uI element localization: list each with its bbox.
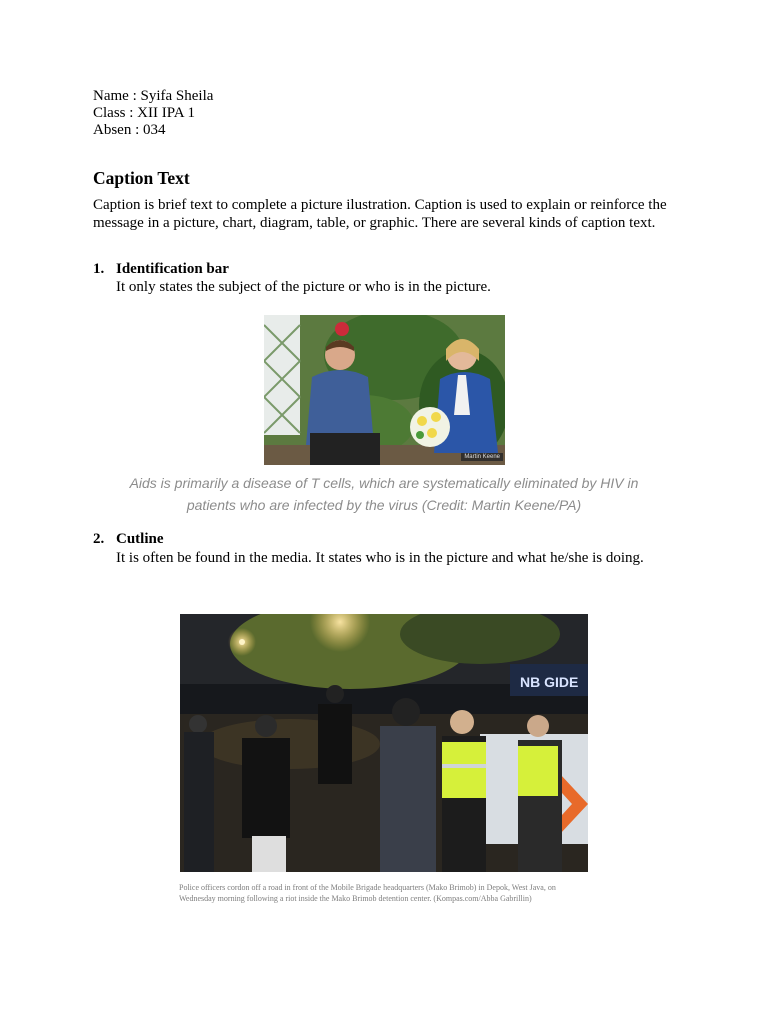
section-2-number: 2. [93,531,105,547]
section-1-title: Identification bar [116,261,229,277]
caption-line-2: patients who are infected by the virus (Credit: Martin Keene/PA) [186,497,582,513]
photo-watermark: Martin Keene [461,453,503,461]
cutline-caption: Police officers cordon off a road in front of the Mobile Brigade headquarters (Mako Brimob) in Depok, West Java, on Wednesday morning following a riot inside the Mako Brimob detention center. (Kompas.com/Abba Gabrillin) [179,883,556,903]
page-heading: Caption Text [93,168,190,188]
section-2-description: It is often be found in the media. It states who is in the picture and what he/she is doing. [116,550,644,566]
cutline-photo [180,614,588,872]
section-2-title: Cutline [116,531,164,547]
student-class: Class : XII IPA 1 [93,105,195,121]
caption-line-1: Aids is primarily a disease of T cells, which are systematically eliminated by HIV in [129,475,639,491]
section-1-number: 1. [93,261,105,277]
photo-illustration [180,614,588,872]
identification-bar-caption [93,472,675,516]
intro-paragraph: Caption is brief text to complete a picture ilustration. Caption is used to explain or reinforce the message in a picture, chart, diagram, table, or graphic. There are several kinds of caption text. [93,197,667,231]
section-1-description: It only states the subject of the picture or who is in the picture. [116,279,491,295]
photo-illustration [264,315,505,465]
building-sign: NB GIDE [520,674,579,690]
student-name: Name : Syifa Sheila [93,88,214,104]
identification-bar-photo [264,315,505,465]
student-absen: Absen : 034 [93,122,166,138]
